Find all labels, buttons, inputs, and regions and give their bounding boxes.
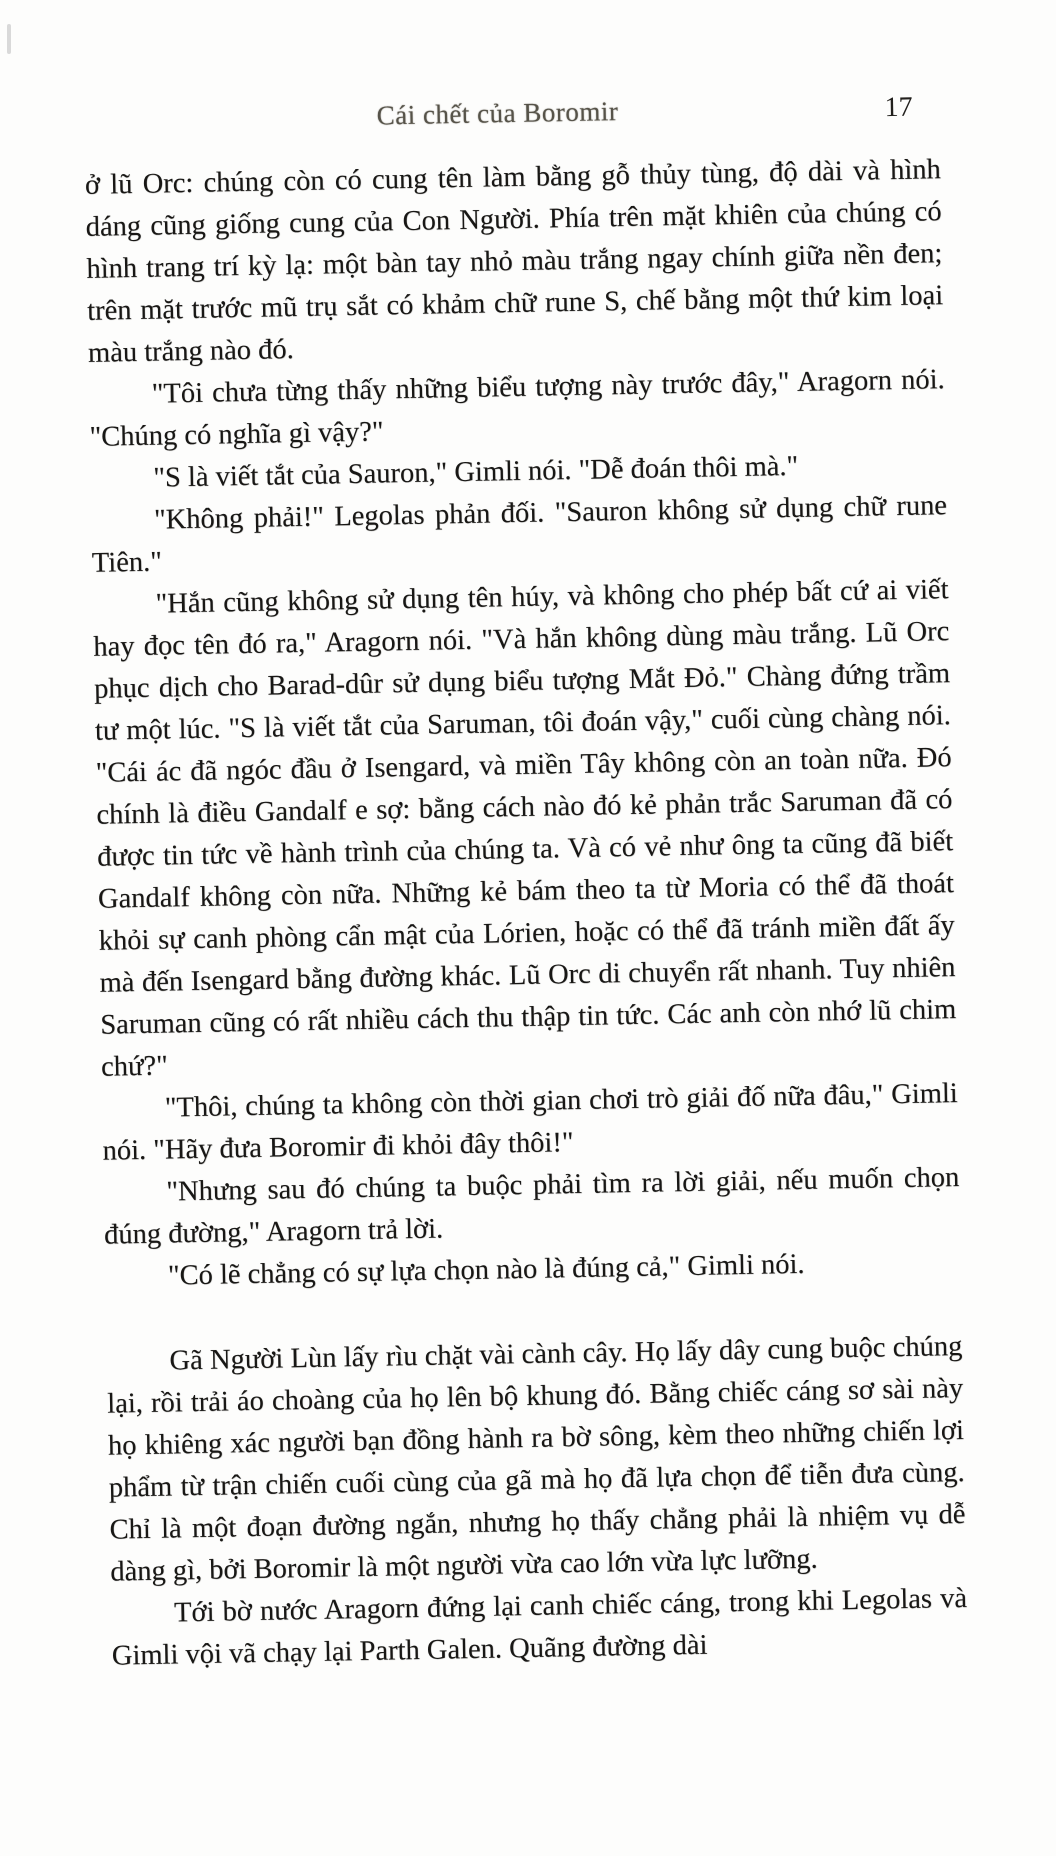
running-head [0, 0, 1041, 160]
paragraph-dialogue: "Có lẽ chẳng có sự lựa chọn nào là đúng cả," Gimli nói. [167, 1248, 805, 1292]
page-number: 17 [884, 91, 913, 124]
paragraph-dialogue: "S là viết tắt của Sauron," Gimli nói. "Dễ đoán thôi mà." [153, 450, 799, 494]
paragraph-dialogue: "Nhưng sau đó chúng ta buộc phải tìm ra lời giải, nếu muốn chọn đúng đường," Aragorn trả lời. [103, 1161, 960, 1251]
paragraph-dialogue: "Không phải!" Legolas phản đối. "Sauron không sử dụng chữ rune Tiên." [91, 490, 948, 579]
page-body [85, 149, 969, 1677]
paragraph-dialogue: "Thôi, chúng ta không còn thời gian chơi trò giải đố nữa đâu," Gimli nói. "Hãy đưa Boromir đi khỏi đây thôi!" [102, 1078, 958, 1167]
chapter-title: Cái chết của Boromir [376, 96, 619, 131]
paragraph-narrative: Gã Người Lùn lấy rìu chặt vài cành cây. Họ lấy dây cung buộc chúng lại, rồi trải áo choàng của họ lên bộ khung đó. Bằng chiếc cáng sơ sài này họ khiêng xác người bạn đồng hành ra bờ sông, kèm theo những chiến lợi phẩm từ trận chiến cuối cùng của gã mà họ đã lựa chọn để tiễn đưa cùng. Chỉ là một đoạn đường ngắn, nhưng họ thấy chẳng phải là nhiệm vụ dễ dàng gì, bởi Boromir là một người vừa cao lớn vừa lực lưỡng. [106, 1330, 966, 1588]
paragraph-dialogue: "Tôi chưa từng thấy những biểu tượng này trước đây," Aragorn nói. "Chúng có nghĩa gì vậy?" [89, 364, 945, 453]
paragraph-narrative: Tới bờ nước Aragorn đứng lại canh chiếc cáng, trong khi Legolas và Gimli vội vã chạy lại Parth Galen. Quãng đường dài [111, 1582, 968, 1672]
paragraph-continuation: ở lũ Orc: chúng còn có cung tên làm bằng gỗ thủy tùng, độ dài và hình dáng cũng giống cung của Con Người. Phía trên mặt khiên của chúng có hình trang trí kỳ lạ: một bàn tay nhỏ màu trắng ngay chính giữa nền đen; trên mặt trước mũ trụ sắt có khảm chữ rune S, chế bằng một thứ kim loại màu trắng nào đó. [84, 154, 944, 369]
paragraph-dialogue: "Hắn cũng không sử dụng tên húy, và không cho phép bất cứ ai viết hay đọc tên đó ra," Aragorn nói. "Và hắn không dùng màu trắng. Lũ Orc phục dịch cho Barad-dûr sử dụng biểu tượng Mắt Đỏ." Chàng đứng trầm tư một lúc. "S là viết tắt của Saruman, tôi đoán vậy," cuối cùng chàng nói. "Cái ác đã ngóc đầu ở Isengard, và miền Tây không còn an toàn nữa. Đó chính là điều Gandalf e sợ: bằng cách nào đó kẻ phản trắc Saruman đã có được tin tức về hành trình của chúng ta. Và có vẻ như ông ta cũng đã biết Gandalf không còn nữa. Những kẻ bám theo ta từ Moria có thể đã thoát khỏi sự canh phòng cẩn mật của Lórien, hoặc có thể đã tránh miền đất ấy mà đến Isengard bằng đường khác. Lũ Orc di chuyển rất nhanh. Tuy nhiên Saruman cũng có rất nhiều cách thu thập tin tức. Các anh còn nhớ lũ chim chứ?" [93, 574, 957, 1083]
